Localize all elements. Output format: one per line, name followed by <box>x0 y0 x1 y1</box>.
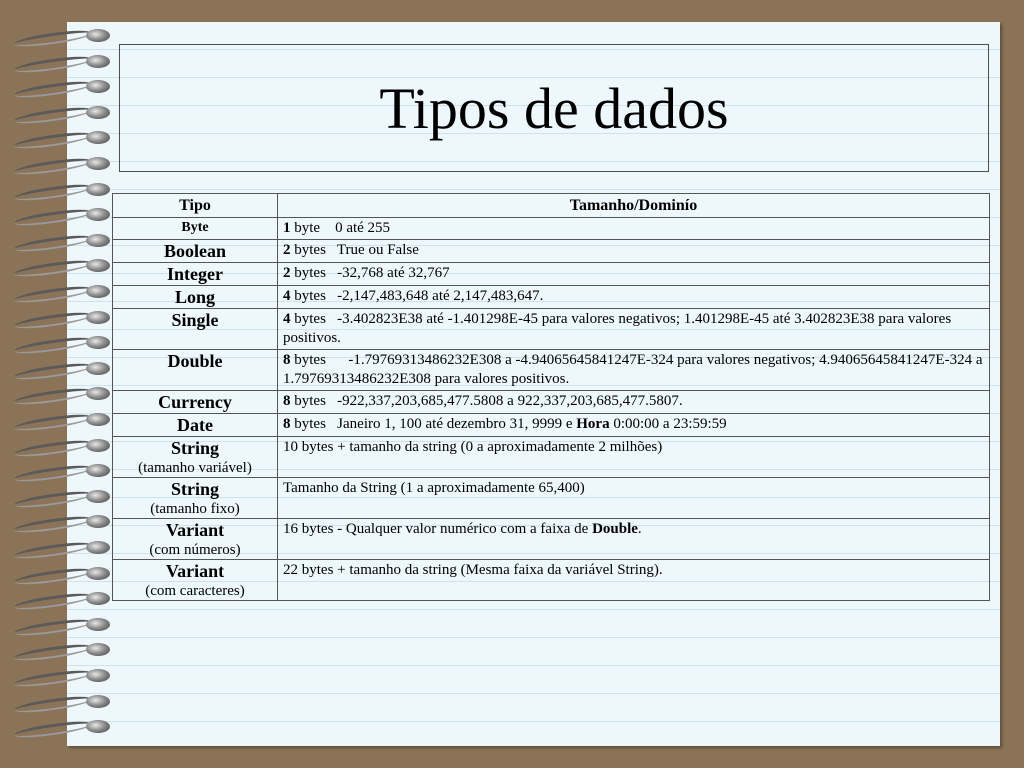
size-cell <box>278 519 990 560</box>
spiral-ring <box>10 615 110 637</box>
spiral-wire <box>14 719 93 741</box>
title-box <box>119 44 989 172</box>
spiral-ring <box>10 128 110 150</box>
range-text: True ou False <box>336 242 419 258</box>
spiral-ring <box>10 180 110 202</box>
size-cell: Tamanho da String (1 a aproximadamente 65,400) <box>278 478 990 519</box>
spiral-ring <box>10 205 110 227</box>
table-row <box>113 350 990 391</box>
spiral-wire <box>14 104 93 126</box>
spiral-hole <box>86 413 110 426</box>
spiral-wire <box>14 540 93 562</box>
spiral-ring <box>10 666 110 688</box>
spiral-ring <box>10 564 110 586</box>
table-row <box>113 263 990 286</box>
spiral-hole <box>86 567 110 580</box>
spiral-hole <box>86 592 110 605</box>
spiral-wire <box>14 28 93 50</box>
spiral-wire <box>14 616 93 638</box>
spiral-hole <box>86 669 110 682</box>
range-text: 0 até 255 <box>335 220 391 236</box>
table-row <box>113 437 990 478</box>
type-cell: Long <box>113 286 278 309</box>
spiral-wire <box>14 437 93 459</box>
spiral-wire <box>14 181 93 203</box>
spiral-hole <box>86 183 110 196</box>
spiral-wire <box>14 668 93 690</box>
spiral-wire <box>14 335 93 357</box>
size-unit: bytes <box>290 265 326 281</box>
range-text: -3.402823E38 até -1.401298E-45 para valores negativos; 1.401298E-45 até 3.402823E38 para valores positivos. <box>283 311 952 346</box>
spiral-wire <box>14 693 93 715</box>
size-value: 4 <box>283 311 291 327</box>
spiral-hole <box>86 131 110 144</box>
table-row <box>113 414 990 437</box>
size-value: 4 <box>283 288 291 304</box>
range-text: -32,768 até 32,767 <box>337 265 450 281</box>
size-cell <box>278 286 990 309</box>
spiral-wire <box>14 207 93 229</box>
spiral-wire <box>14 463 93 485</box>
spiral-ring <box>10 461 110 483</box>
size-value: 8 <box>283 416 291 432</box>
range-text-bold: Hora <box>576 416 610 432</box>
type-name: String <box>170 438 219 458</box>
spiral-hole <box>86 259 110 272</box>
text-bold: Double <box>592 521 638 537</box>
type-subtitle: (tamanho fixo) <box>150 501 240 517</box>
type-cell: Integer <box>113 263 278 286</box>
spiral-ring <box>10 359 110 381</box>
spiral-hole <box>86 515 110 528</box>
size-value: 1 <box>283 220 291 236</box>
size-unit: bytes <box>290 288 326 304</box>
spiral-hole <box>86 618 110 631</box>
header-tipo: Tipo <box>113 194 278 218</box>
spiral-wire <box>14 514 93 536</box>
spiral-hole <box>86 208 110 221</box>
type-cell <box>113 437 278 478</box>
spiral-hole <box>86 490 110 503</box>
type-name: Variant <box>165 520 225 540</box>
spiral-wire <box>14 642 93 664</box>
slide-title: Tipos de dados <box>379 75 729 141</box>
spiral-ring <box>10 384 110 406</box>
table-row <box>113 309 990 350</box>
spiral-ring <box>10 538 110 560</box>
size-value: 8 <box>283 393 291 409</box>
spiral-wire <box>14 309 93 331</box>
table-row <box>113 218 990 240</box>
table-row <box>113 560 990 601</box>
spiral-hole <box>86 157 110 170</box>
spiral-hole <box>86 55 110 68</box>
spiral-ring <box>10 103 110 125</box>
size-cell <box>278 240 990 263</box>
spiral-binding <box>10 26 110 746</box>
type-cell: Double <box>113 350 278 391</box>
spiral-wire <box>14 591 93 613</box>
size-value: 2 <box>283 265 291 281</box>
size-cell <box>278 391 990 414</box>
table-header-row <box>113 194 990 218</box>
table-row <box>113 519 990 560</box>
size-cell <box>278 218 990 240</box>
type-cell: Currency <box>113 391 278 414</box>
spiral-ring <box>10 282 110 304</box>
spiral-hole <box>86 336 110 349</box>
type-subtitle: (com caracteres) <box>145 583 245 599</box>
text-post: . <box>637 521 642 537</box>
type-cell: Boolean <box>113 240 278 263</box>
spiral-ring <box>10 26 110 48</box>
size-value: 8 <box>283 352 291 368</box>
size-unit: bytes <box>290 416 326 432</box>
type-cell: Single <box>113 309 278 350</box>
spiral-ring <box>10 487 110 509</box>
size-cell <box>278 350 990 391</box>
spiral-wire <box>14 565 93 587</box>
spiral-wire <box>14 258 93 280</box>
type-cell: Date <box>113 414 278 437</box>
spiral-ring <box>10 231 110 253</box>
size-unit: bytes <box>290 393 326 409</box>
range-text-pre: Janeiro 1, 100 até dezembro 31, 9999 e <box>337 416 577 432</box>
spiral-hole <box>86 234 110 247</box>
spiral-hole <box>86 311 110 324</box>
size-unit: bytes <box>290 352 326 368</box>
type-cell <box>113 478 278 519</box>
spiral-wire <box>14 232 93 254</box>
data-types-table <box>112 193 990 601</box>
type-subtitle: (tamanho variável) <box>138 460 252 476</box>
table-row <box>113 240 990 263</box>
range-text: -2,147,483,648 até 2,147,483,647. <box>337 288 544 304</box>
spiral-ring <box>10 512 110 534</box>
spiral-ring <box>10 640 110 662</box>
size-value: 2 <box>283 242 291 258</box>
spiral-hole <box>86 106 110 119</box>
range-text: -922,337,203,685,477.5808 a 922,337,203,685,477.5807. <box>337 393 683 409</box>
header-tamanho-dominio: Tamanho/Dominío <box>278 194 990 218</box>
spiral-wire <box>14 284 93 306</box>
spiral-ring <box>10 77 110 99</box>
spiral-ring <box>10 692 110 714</box>
spiral-ring <box>10 256 110 278</box>
spiral-ring <box>10 154 110 176</box>
size-cell <box>278 263 990 286</box>
size-unit: bytes <box>290 311 326 327</box>
size-cell <box>278 309 990 350</box>
spiral-ring <box>10 589 110 611</box>
size-unit: bytes <box>290 242 326 258</box>
spiral-wire <box>14 53 93 75</box>
spiral-ring <box>10 717 110 739</box>
spiral-wire <box>14 412 93 434</box>
spiral-hole <box>86 439 110 452</box>
table-row <box>113 478 990 519</box>
size-unit: byte <box>290 220 321 236</box>
spiral-hole <box>86 80 110 93</box>
spiral-ring <box>10 436 110 458</box>
type-subtitle: (com números) <box>149 542 241 558</box>
type-cell <box>113 519 278 560</box>
size-cell: 22 bytes + tamanho da string (Mesma faixa da variável String). <box>278 560 990 601</box>
size-cell: 10 bytes + tamanho da string (0 a aproximadamente 2 milhões) <box>278 437 990 478</box>
spiral-hole <box>86 464 110 477</box>
spiral-hole <box>86 541 110 554</box>
spiral-wire <box>14 488 93 510</box>
table-row <box>113 391 990 414</box>
spiral-hole <box>86 362 110 375</box>
spiral-wire <box>14 79 93 101</box>
spiral-hole <box>86 695 110 708</box>
spiral-wire <box>14 156 93 178</box>
size-cell <box>278 414 990 437</box>
text-pre: 16 bytes - Qualquer valor numérico com a faixa de <box>283 521 593 537</box>
spiral-wire <box>14 130 93 152</box>
spiral-ring <box>10 52 110 74</box>
spiral-wire <box>14 386 93 408</box>
spiral-hole <box>86 387 110 400</box>
spiral-hole <box>86 643 110 656</box>
spiral-hole <box>86 285 110 298</box>
spiral-ring <box>10 308 110 330</box>
type-cell <box>113 560 278 601</box>
spiral-ring <box>10 333 110 355</box>
type-cell: Byte <box>113 218 278 240</box>
spiral-hole <box>86 29 110 42</box>
table-row <box>113 286 990 309</box>
spiral-wire <box>14 360 93 382</box>
spiral-hole <box>86 720 110 733</box>
range-text: -1.79769313486232E308 a -4.94065645841247E-324 para valores negativos; 4.94065645841247E-324 a 1.79769313486232E308 para valores positivos. <box>283 352 983 387</box>
type-name: Variant <box>165 561 225 581</box>
range-text-post: 0:00:00 a 23:59:59 <box>609 416 727 432</box>
type-name: String <box>170 479 219 499</box>
spiral-ring <box>10 410 110 432</box>
